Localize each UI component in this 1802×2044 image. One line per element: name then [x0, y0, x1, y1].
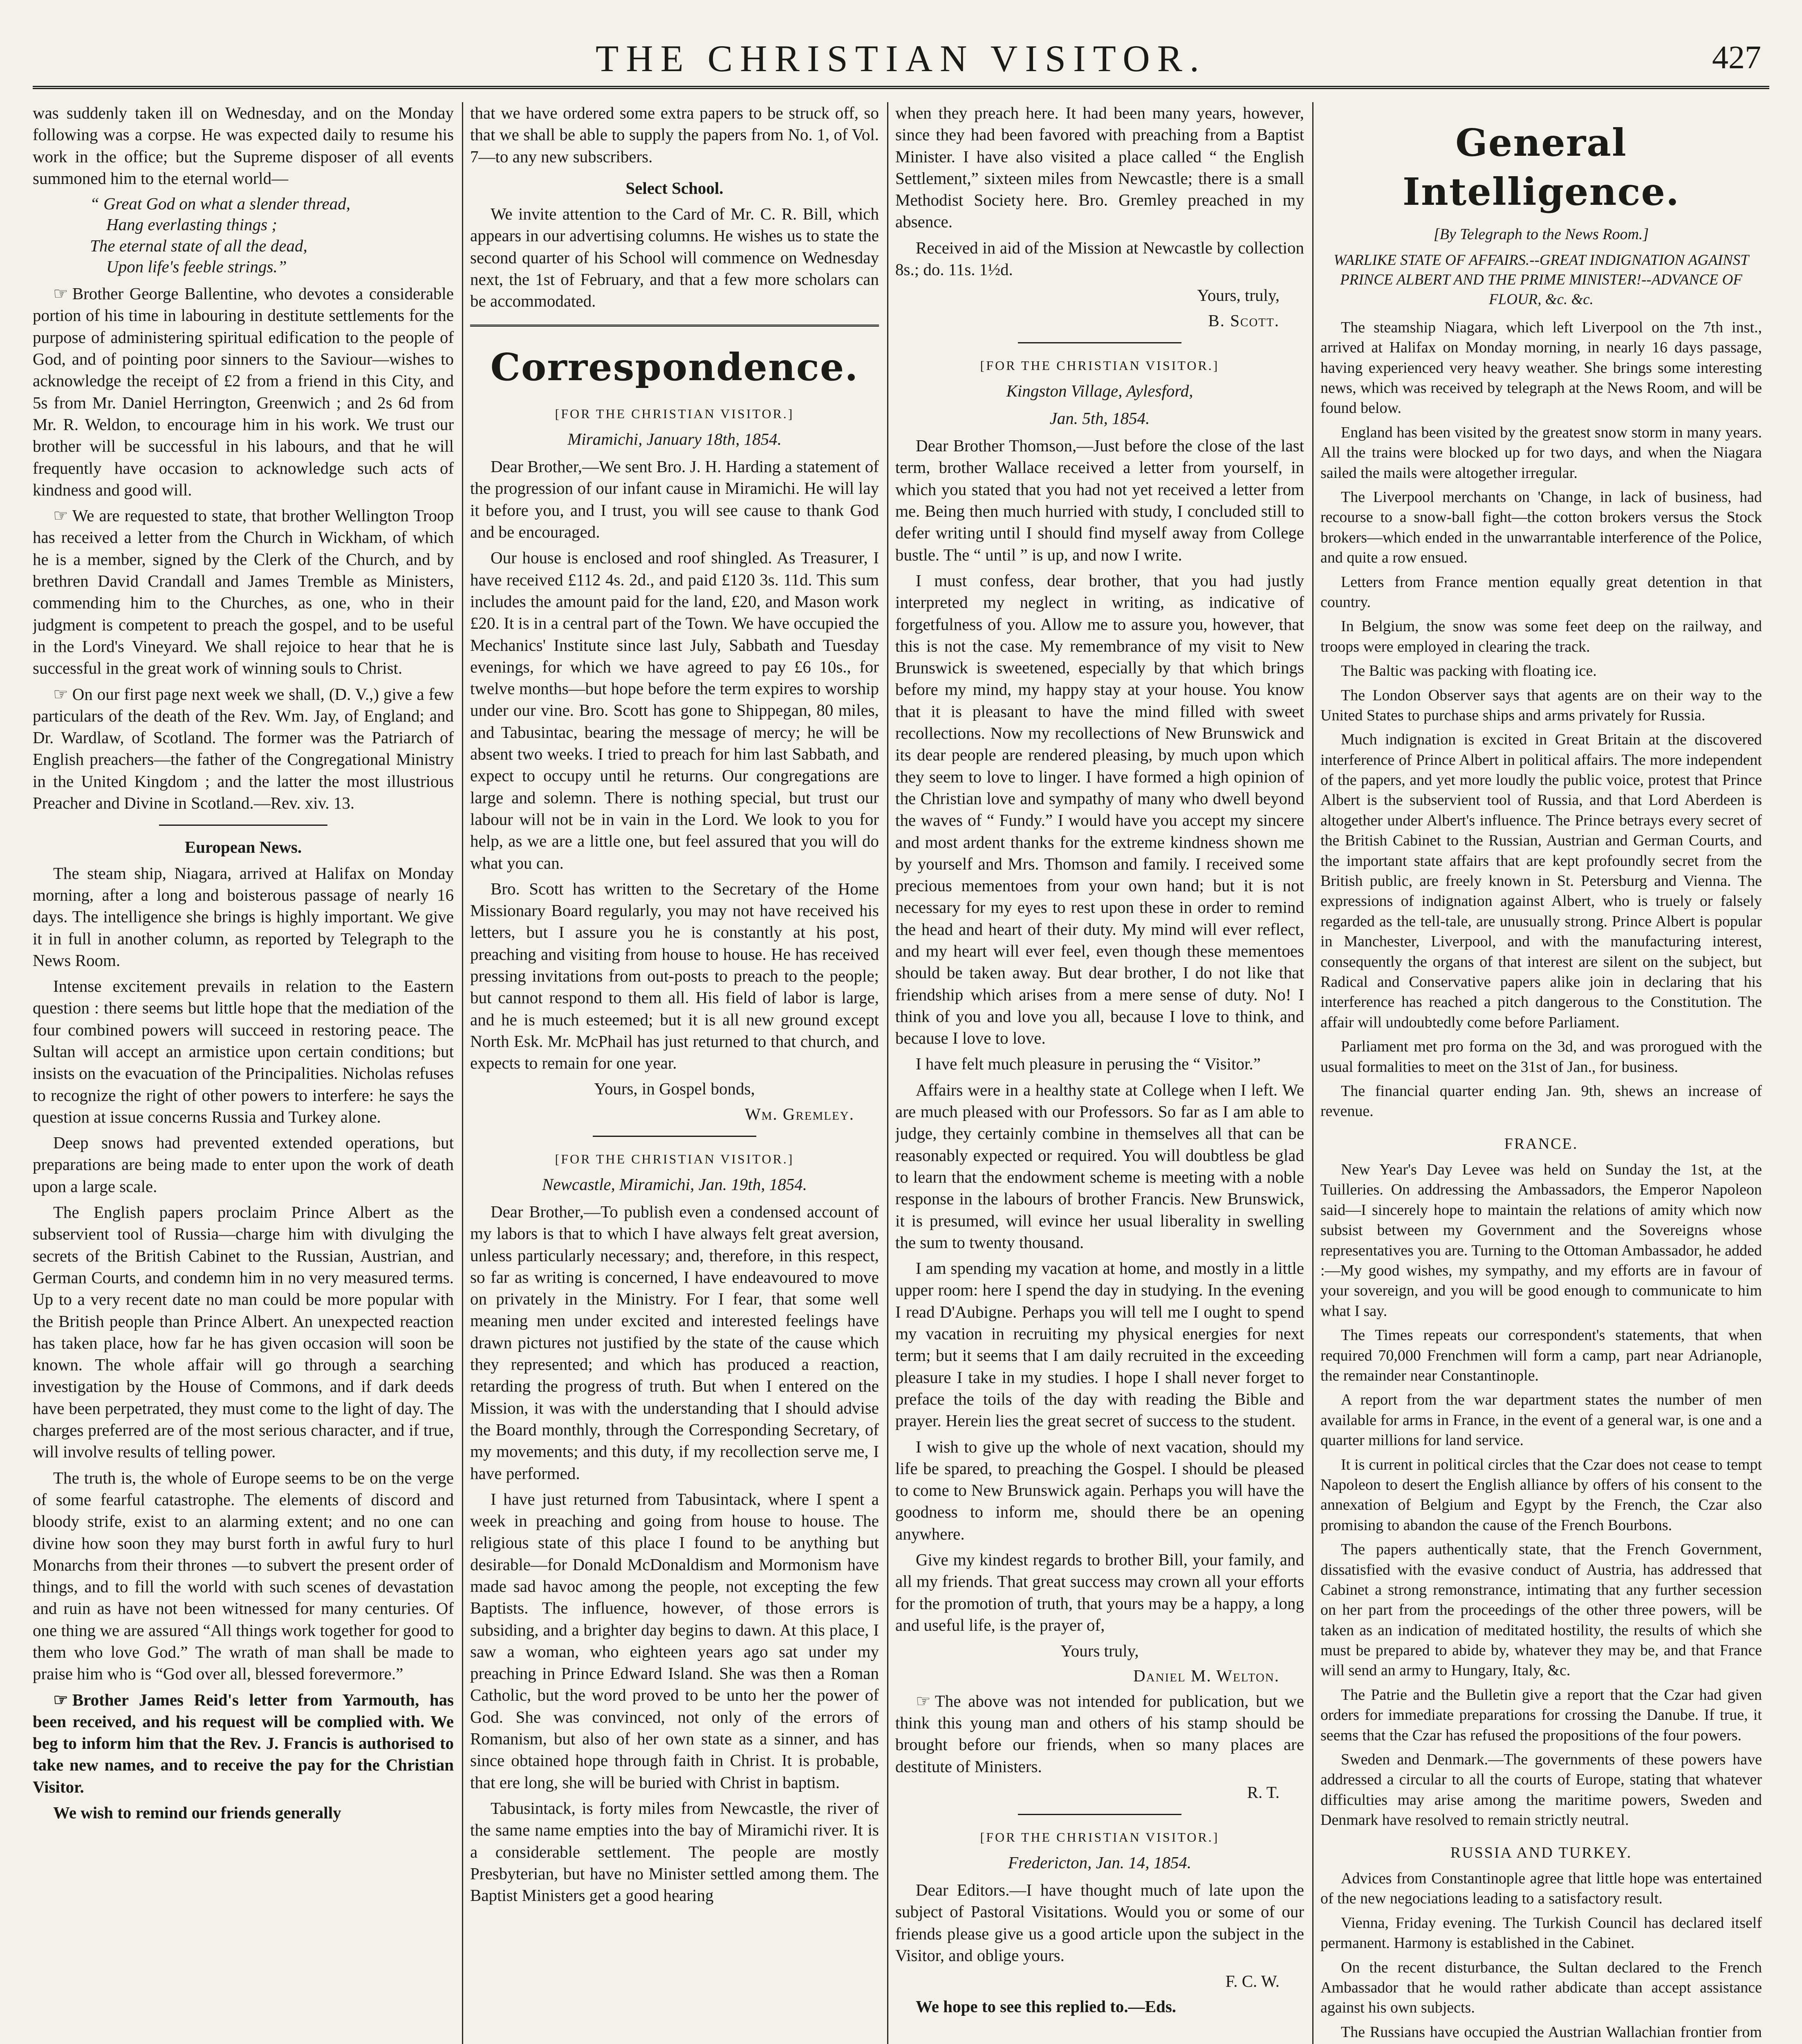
- notice-paragraph: [895, 1690, 1304, 1777]
- paragraph: The Baltic was packing with floating ice.: [1341, 662, 1597, 680]
- paragraph: Tabusintack, is forty miles from Newcastle, the river of the same name empties into the bay of Miramichi river. It is a considerable settlement. The people are mostly Presbyterian, but have no Minister settled among them. The Baptist Ministers get a good hearing: [470, 1798, 879, 1905]
- paragraph: Dear Brother,—To publish even a condensed account of my labors is that to which I have always felt great aversion, unless particularly necessary; and, therefore, in this respect, so far as writing is concerned, I have endeavoured to move on privately in the Ministry. For I fear, that some well meaning men under excited and interested feelings have drawn pictures not justified by the state of the cause which they represented; and which has produced a reaction, retarding the progress of truth. But when I entered on the Mission, it was with the understanding that I should advise the Board monthly, through the Corresponding Secretary, of my movements; and this duty, if my recollection serve me, I have performed.: [470, 1202, 879, 1483]
- notice-paragraph: [33, 283, 454, 501]
- paragraph: Give my kindest regards to brother Bill, your family, and all my friends. That great success may crown all your efforts for the promotion of truth, that yours may be a happy, a long and useful life, is the prayer of,: [895, 1550, 1304, 1634]
- section-title: Correspondence.: [490, 345, 859, 389]
- paragraph: The Times repeats our correspondent's statements, that when required 70,000 Frenchmen will form a camp, part near Adrianople, the remainder near Constantinople.: [1320, 1327, 1762, 1384]
- paragraph: was suddenly taken ill on Wednesday, and on the Monday following was a corpse. He was expected daily to resume his work in the office; but the Supreme disposer of all events summoned him to the eternal world—: [33, 103, 454, 188]
- paragraph: The papers authentically state, that the French Government, dissatisfied with the evasive conduct of Austria, has addressed that Cabinet a strong remonstrance, intimating that any further secession on her part from the proceedings of the other three powers, will be taken as an indication of meditated hostility, the results of which she must be prepared to abide by, whatever they may be, and that France will send an army to Hungary, Italy, &c.: [1320, 1541, 1762, 1679]
- signature: B. Scott.: [1208, 311, 1280, 330]
- paragraph: Vienna, Friday evening. The Turkish Council has declared itself permanent. Harmony is established in the Cabinet.: [1320, 1914, 1762, 1952]
- paragraph: I am spending my vacation at home, and mostly in a little upper room: here I spend the day in studying. In the evening I read D'Aubigne. Perhaps you will tell me I ought to spend my vacation in recruiting my physical energies for next term; but it seems that I am daily recruited in the exceeding pleasure I take in my studies. I hope I shall never forget to preface the toils of the day with reading the Bible and prayer. Herein lies the great secret of success to the student.: [895, 1259, 1304, 1430]
- paragraph: Parliament met pro forma on the 3d, and was prorogued with the usual formalities to meet on the 31st of Jan., for business.: [1320, 1038, 1762, 1076]
- divider: [159, 825, 327, 826]
- dateline: Jan. 5th, 1854.: [1049, 408, 1150, 428]
- verse-line: “ Great God on what a slender thread,: [90, 194, 351, 213]
- paragraph: Dear Brother,—We sent Bro. J. H. Harding a statement of the progression of our infant cause in Miramichi. He will lay it before you, and I trust, you will see cause to thank God and be encouraged.: [470, 457, 879, 542]
- paragraph: England has been visited by the greatest snow storm in many years. All the trains were blocked up for two days, and when the Niagara sailed the mails were altogether irregular.: [1320, 424, 1762, 482]
- column-rule: [887, 102, 888, 2044]
- dateline: Newcastle, Miramichi, Jan. 19th, 1854.: [542, 1174, 807, 1194]
- verse-line: Upon life's feeble strings.”: [106, 257, 287, 276]
- column-3: [895, 102, 1304, 2044]
- paragraph: I have felt much pleasure in perusing the “ Visitor.”: [916, 1054, 1261, 1074]
- signature: Wm. Gremley.: [744, 1104, 854, 1123]
- paragraph: when they preach here. It had been many years, however, since they had been favored with preaching from a Baptist Minister. I have also visited a place called “ the English Settlement,” sixteen miles from Newcastle; there is a small Methodist Society here. Bro. Gremley preached in my absence.: [895, 103, 1304, 231]
- verse-line: Hang everlasting things ;: [106, 215, 277, 234]
- notice-text: The above was not intended for publication, but we think this young man and others of his stamp should be brought before our friends, when so many places are destitute of Ministers.: [895, 1691, 1304, 1776]
- paragraph: A report from the war department states the number of men available for arms in France, in the event of a general war, is one and a quarter millions for land service.: [1320, 1391, 1762, 1449]
- notice-text: Brother George Ballentine, who devotes a considerable portion of his time in labouring in destitute settlements for the purpose of administering spiritual edification to the people of God, and of pointing poor sinners to the Saviour—wishes to acknowledge the receipt of £2 from a friend in this City, and 5s from Mr. Daniel Herrington, Greenwich ; and 2s 6d from Mr. R. Weldon, to encourage him in his work. We trust our brother will be successful in his labours, and that he will frequently have occasion to acknowledge such acts of kindness and good will.: [33, 284, 454, 499]
- paragraph: New Year's Day Levee was held on Sunday the 1st, at the Tuilleries. On addressing the Ambassadors, the Emperor Napoleon said—I sincerely hope to maintain the relations of amity which now subsist between my Government and the Sovereigns whose representatives you are. Turning to the Ottoman Ambassador, he added :—My good wishes, my sympathy, and my efforts are in favour of your sovereign, and you will be good enough to communicate to him what I say.: [1320, 1161, 1762, 1320]
- dateline: Kingston Village, Aylesford,: [1006, 381, 1193, 400]
- pointing-hand-icon: ☞: [53, 284, 68, 303]
- pointing-hand-icon: ☞: [53, 506, 68, 525]
- section-heading: FRANCE.: [1504, 1135, 1578, 1152]
- notice-text: We are requested to state, that brother Wellington Troop has received a letter from the Church in Wickham, of which he is a member, signed by the Clerk of the Church, and by brethren David Crandall and James Tremble as Ministers, commending him to the Churches, as one, who in their judgment is competent to preach the gospel, and to be useful in the Lord's Vineyard. We shall rejoice to hear that he is successful in the great work of winning souls to Christ.: [33, 506, 454, 678]
- signature: R. T.: [1247, 1782, 1280, 1802]
- paragraph: Advices from Constantinople agree that little hope was entertained of the new negociations leading to a satisfactory result.: [1320, 1869, 1762, 1907]
- paragraph: that we have ordered some extra papers to be struck off, so that we shall be able to supply the papers from No. 1, of Vol. 7—to any new subscribers.: [470, 103, 879, 166]
- section-heading: RUSSIA AND TURKEY.: [1450, 1844, 1632, 1861]
- pointing-hand-icon: ☞: [916, 1691, 931, 1710]
- paragraph: The English papers proclaim Prince Albert as the subservient tool of Russia—charge him with divulging the secrets of the British Cabinet to the Russian, Austrian, and German Courts, and condemn him in no very measured terms. Up to a very recent date no man could be more popular with the British people than Prince Albert. An unexpected reaction has taken place, how far he has given occasion will soon be known. The whole affair will go through a searching investigation by the House of Commons, and if dark deeds have been perpetrated, they must come to the light of day. The charges preferred are of the most serious character, and if true, will involve results of telling power.: [33, 1203, 454, 1461]
- paragraph: Received in aid of the Mission at Newcastle by collection 8s.; do. 11s. 1½d.: [895, 238, 1304, 279]
- column-1: [33, 102, 454, 2044]
- subheadline: WARLIKE STATE OF AFFAIRS.--GREAT INDIGNATION AGAINST PRINCE ALBERT AND THE PRIME MINISTER!--ADVANCE OF FLOUR, &c. &c.: [1334, 251, 1749, 308]
- attribution: [FOR THE CHRISTIAN VISITOR.]: [555, 1152, 794, 1167]
- paragraph: Intense excitement prevails in relation to the Eastern question : there seems but little hope that the mediation of the four combined powers will succeed in restoring peace. The Sultan will accept an armistice upon certain conditions; but insists on the evacuation of the Principalities. Nicholas refuses to recognize the right of other powers to interfere: he says the question at issue concerns Russia and Turkey alone.: [33, 977, 454, 1126]
- paragraph: The Russians have occupied the Austrian Wallachian frontier from: [1341, 2023, 1762, 2041]
- column-rule: [1312, 102, 1313, 2044]
- verse-line: The eternal state of all the dead,: [90, 236, 307, 255]
- signature-line: Yours, in Gospel bonds,: [594, 1079, 755, 1098]
- notice-paragraph: [33, 505, 454, 679]
- attribution: [FOR THE CHRISTIAN VISITOR.]: [555, 406, 794, 421]
- signature-line: Yours truly,: [1060, 1641, 1139, 1661]
- notice-paragraph: [33, 1689, 454, 1798]
- paragraph: We hope to see this replied to.—Eds.: [916, 1997, 1177, 2016]
- page-number: 427: [1712, 40, 1761, 76]
- paragraph: I have just returned from Tabusintack, where I spent a week in preaching and going from house to house. The religious state of this place I found to be anything but desirable—for Donald McDonaldism and Mormonism have made sad havoc among the people, not excepting the few Baptists. The influence, however, of those errors is subsiding, and a brighter day begins to dawn. At this place, I saw a woman, who eighteen years ago sat under my preaching in Prince Edward Island. She was then a Roman Catholic, but the word proved to be unto her the power of God. She was convinced, not only of the errors of Romanism, but also of her own state as a sinner, and has since obtained hope through faith in Christ. It is probable, that ere long, she will be buried with Christ in baptism.: [470, 1489, 879, 1792]
- paragraph: On the recent disturbance, the Sultan declared to the French Ambassador that he would rather abdicate than accept assistance against his own subjects.: [1320, 1959, 1762, 2017]
- paragraph: Our house is enclosed and roof shingled. As Treasurer, I have received £112 4s. 2d., and paid £120 3s. 11d. This sum includes the amount paid for the land, £20, and Mason work £20. It is in a central part of the Town. We have occupied the Mechanics' Institute since last July, Sabbath and Tuesday evenings, for which we have agreed to pay £6 10s., for twelve months—but hope before the term expires to worship under our vine. Bro. Scott has gone to Shippegan, 80 miles, and Tabusintac, bearing the message of mercy; he will be absent two weeks. I tried to preach for him last Sabbath, and expect to occupy until he returns. Our congregations are large and solemn. There is nothing special, but trust our labour will not be in vain in the Lord. We look to you for help, as we are a little one, but feel assured that you will do what you can.: [470, 548, 879, 872]
- paragraph: Deep snows had prevented extended operations, but preparations are being made to enter upon the work of death upon a large scale.: [33, 1133, 454, 1196]
- column-4: [1320, 102, 1762, 2044]
- attribution: [FOR THE CHRISTIAN VISITOR.]: [980, 358, 1219, 373]
- paragraph: It is current in political circles that the Czar does not cease to tempt Napoleon to desert the English alliance by offers of his consent to the annexation of Belgium and Egypt by the French, the Czar also promising to abandon the cause of the French Bourbons.: [1320, 1456, 1762, 1534]
- notice-text: Brother James Reid's letter from Yarmouth, has been received, and his request will be complied with. We beg to inform him that the Rev. J. Francis is authorised to take new names, and to receive the pay for the Christian Visitor.: [33, 1690, 454, 1796]
- paragraph: The steamship Niagara, which left Liverpool on the 7th inst., arrived at Halifax on Monday morning, in nearly 16 days passage, having experienced very heavy weather. She brings some interesting news, which was received by telegraph at the News Room, and will be found below.: [1320, 318, 1762, 417]
- verse-quote: [90, 193, 454, 277]
- notice-paragraph: [33, 684, 454, 814]
- paragraph: In Belgium, the snow was some feet deep on the railway, and troops were employed in clearing the track.: [1320, 618, 1762, 655]
- signature-line: Yours, truly,: [1197, 286, 1280, 305]
- pointing-hand-icon: ☞: [53, 684, 68, 704]
- pointing-hand-icon: ☞: [53, 1690, 68, 1709]
- paragraph: Dear Brother Thomson,—Just before the close of the last term, brother Wallace received a letter from yourself, in which you stated that you had not yet received a letter from me. Being then much hurried with study, I concluded still to defer writing until I should find myself away from College bustle. The “ until ” is up, and now I write.: [895, 436, 1304, 564]
- signature: Daniel M. Welton.: [1133, 1666, 1280, 1685]
- paragraph: Letters from France mention equally great detention in that country.: [1320, 573, 1762, 611]
- paragraph: We wish to remind our friends generally: [53, 1803, 341, 1822]
- paragraph: Sweden and Denmark.—The governments of these powers have addressed a circular to all the courts of Europe, stating that whatever difficulties may arise among the maritime powers, Sweden and Denmark have resolved to remain strictly neutral.: [1320, 1751, 1762, 1829]
- paragraph: The Patrie and the Bulletin give a report that the Czar had given orders for immediate preparations for crossing the Danube. If true, it seems that the Czar has refused the propositions of the four powers.: [1320, 1686, 1762, 1744]
- paragraph: I must confess, dear brother, that you had justly interpreted my neglect in writing, as indicative of forgetfulness of you. Allow me to assure you, however, that this is not the case. My remembrance of my visit to New Brunswick is sweetened, especially by that which brings before my mind, my happy stay at your house. You know that it is pleasant to have the mind filled with sweet recollections. Now my recollections of New Brunswick and its dear people are rendered pleasing, by much upon which they seem to love to linger. I have formed a high opinion of the Christian love and sympathy of many who dwell beyond the waves of “ Fundy.” I would have you accept my sincere and most ardent thanks for the extreme kindness shown me by yourself and Mrs. Thomson and family. I received some precious mementoes from your own hand; but it is not necessary for my eyes to rest upon these in order to remind the head and heart of their duty. My mind will ever reflect, and my heart will ever feel, even though these mementoes should be taken away. But dear brother, I do not like that friendship which arises from a mere sense of duty. No! I think of you and love you all, because I love to think, and because I love to love.: [895, 571, 1304, 1048]
- paragraph: The financial quarter ending Jan. 9th, shews an increase of revenue.: [1320, 1082, 1762, 1120]
- divider: [1018, 342, 1181, 343]
- attribution: [FOR THE CHRISTIAN VISITOR.]: [980, 1830, 1219, 1845]
- masthead: [33, 25, 1769, 89]
- section-heading: Select School.: [625, 178, 724, 197]
- paragraph: Bro. Scott has written to the Secretary of the Home Missionary Board regularly, you may not have received his letters, but I assure you he is constantly at his post, preaching and visiting from house to house. He has received pressing invitations from out-posts to preach to the people; but cannot respond to them all. His field of labor is large, and he is much esteemed; but it is all new ground except North Esk. Mr. McPhail has just returned to that church, and expects to remain for one year.: [470, 879, 879, 1073]
- paragraph: The London Observer says that agents are on their way to the United States to purchase ships and arms privately for Russia.: [1320, 686, 1762, 724]
- paragraph: Much indignation is excited in Great Britain at the discovered interference of Prince Albert in political affairs. The more independent of the papers, and yet more loudly the public voice, protest that Prince Albert is the subservient tool of Russia, and that Lord Aberdeen is altogether under Albert's influence. The Prince betrays every secret of the British Cabinet to the Russian, Austrian and German Courts, and the important state affairs that are kept profoundly secret from the British public, are freely known in St. Petersburg and Vienna. The expressions of indignation against Albert, who is truely or falsely regarded as the tell-tale, are unusually strong. Prince Albert is popular in Manchester, Liverpool, and with the manufacturing interest, consequently the organs of that interest are silent on the subject, but Radical and Conservative papers alike join in declaring that his interference has reached a pitch dangerous to the Constitution. The affair will undoubtedly come before Parliament.: [1320, 731, 1762, 1031]
- divider: [470, 325, 879, 327]
- column-rule: [462, 102, 463, 2044]
- section-title: General Intelligence.: [1402, 121, 1680, 214]
- section-heading: European News.: [184, 838, 302, 857]
- paragraph: Dear Editors.—I have thought much of late upon the subject of Pastoral Visitations. Would you or some of our friends please give us a good article upon the subject in the Visitor, and oblige yours.: [895, 1880, 1304, 1965]
- dateline: Miramichi, January 18th, 1854.: [567, 429, 782, 448]
- paragraph: I wish to give up the whole of next vacation, should my life be spared, to preaching the Gospel. I should be pleased to come to New Brunswick again. Perhaps you will have the goodness to inform me, should there be an opening anywhere.: [895, 1437, 1304, 1543]
- paragraph: Affairs were in a healthy state at College when I left. We are much pleased with our Professors. So far as I am able to judge, they certainly combine in themselves all that can be reasonably expected or required. You will doubtless be glad to learn that the endowment scheme is meeting with a noble response in the labours of brother Francis. New Brunswick, it is presumed, will evince her usual liberality in swelling the sum to twenty thousand.: [895, 1080, 1304, 1252]
- paragraph: The steam ship, Niagara, arrived at Halifax on Monday morning, after a long and boisterous passage of nearly 16 days. The intelligence she brings is highly important. We give it in full in another column, as reported by Telegraph to the News Room.: [33, 863, 454, 970]
- dateline: Fredericton, Jan. 14, 1854.: [1008, 1853, 1192, 1872]
- notice-text: On our first page next week we shall, (D. V.,) give a few particulars of the death of the Rev. Wm. Jay, of England; and Dr. Wardlaw, of Scotland. The former was the Patriarch of English preachers—the father of the Congregational Ministry in the United Kingdom ; and the latter the most illustrious Preacher and Divine in Scotland.—Rev. xiv. 13.: [33, 684, 454, 813]
- newspaper-title: THE CHRISTIAN VISITOR.: [595, 38, 1207, 79]
- byline: [By Telegraph to the News Room.]: [1433, 226, 1649, 243]
- paragraph: We invite attention to the Card of Mr. C. R. Bill, which appears in our advertising columns. He wishes us to state the second quarter of his School will commence on Wednesday next, the 1st of February, and that a few more scholars can be accommodated.: [470, 204, 879, 311]
- divider: [593, 1136, 756, 1137]
- signature: F. C. W.: [1225, 1972, 1280, 1991]
- paragraph: The truth is, the whole of Europe seems to be on the verge of some fearful catastrophe. The elements of discord and bloody strife, exist to an alarming extent; and no one can divine how soon they may burst forth in awful fury to hurl Monarchs from their thrones —to subvert the present order of things, and to fill the world with such scenes of devastation and ruin as have not been witnessed for many centuries. Of one thing we are assured “All things work together for good to them who love God.” The wrath of man shall be made to praise him who is “God over all, blessed forevermore.”: [33, 1468, 454, 1683]
- column-2: [470, 102, 879, 2044]
- paragraph: The Liverpool merchants on 'Change, in lack of business, had recourse to a snow-ball fight—the cotton brokers versus the Stock brokers—which ended in the unwarrantable interference of the Police, and quite a row ensued.: [1320, 488, 1762, 567]
- divider: [1018, 1814, 1181, 1815]
